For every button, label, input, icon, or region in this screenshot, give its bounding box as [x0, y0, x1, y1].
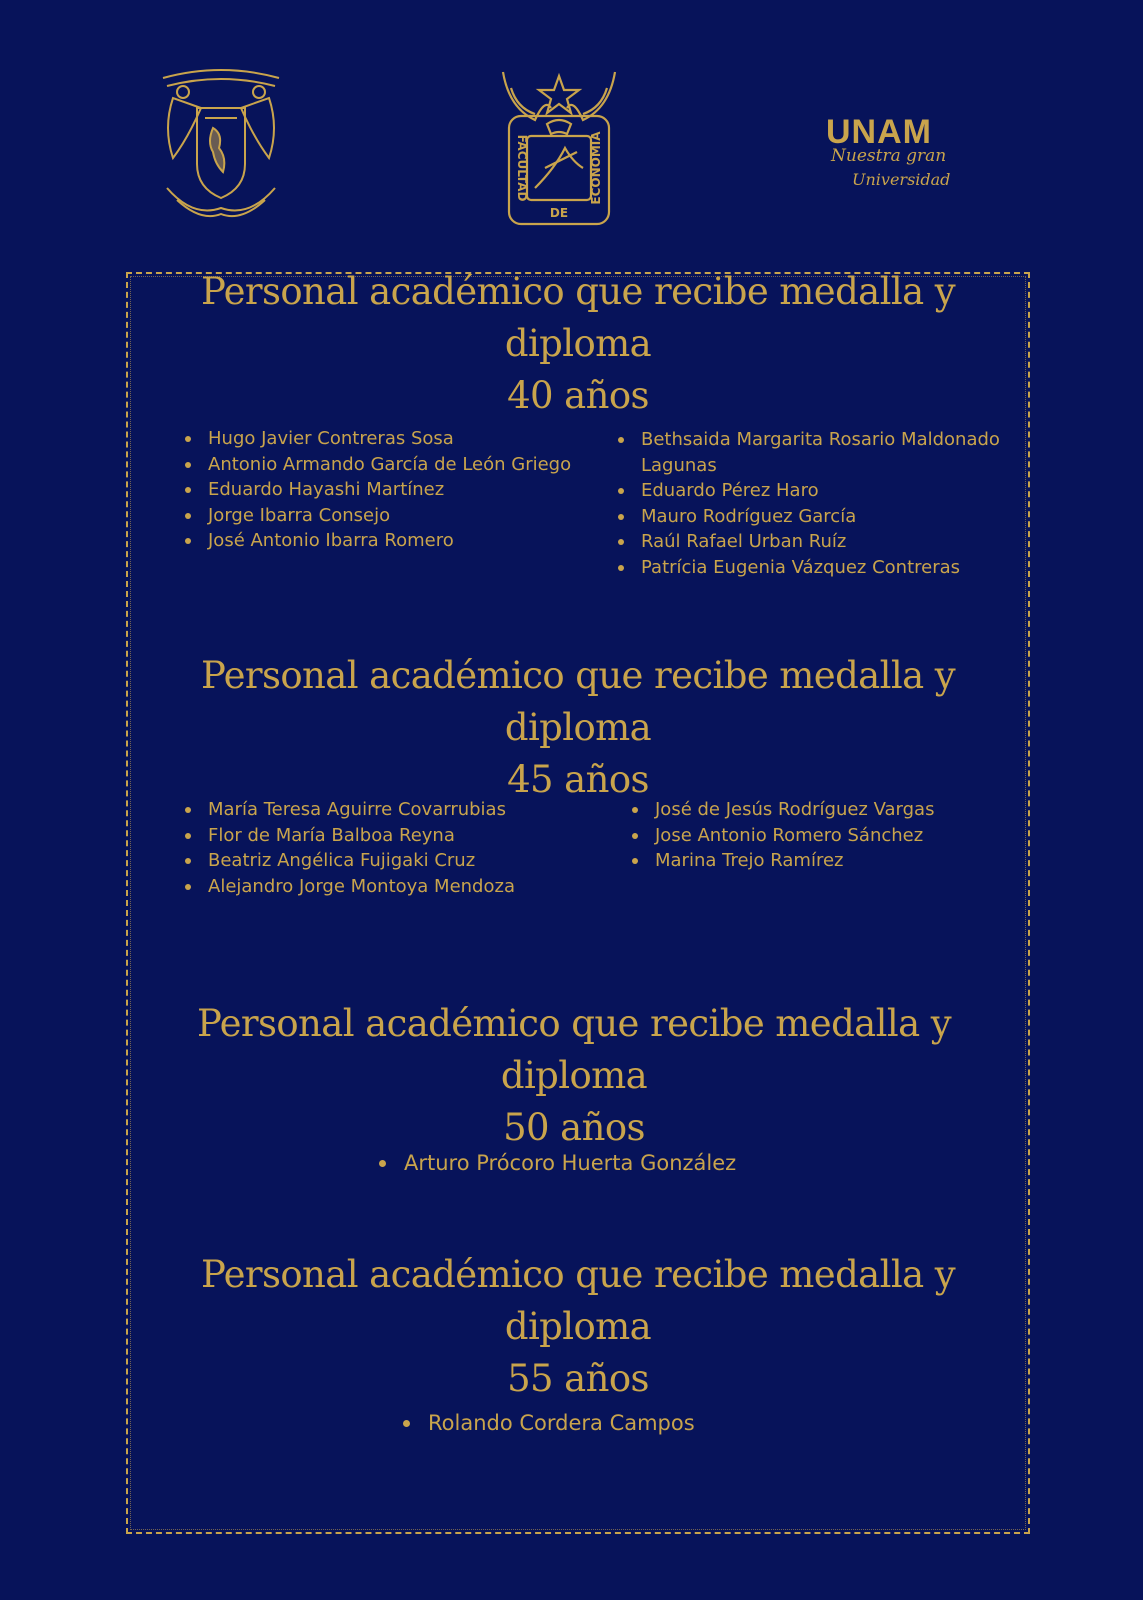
list-item: María Teresa Aguirre Covarrubias [208, 797, 608, 823]
heading-line: Personal académico que recibe medalla y diploma [200, 270, 956, 365]
list-item: Bethsaida Margarita Rosario Maldonado Lagunas [641, 427, 1036, 478]
section-heading-50 [122, 998, 1026, 1154]
heading-line: Personal académico que recibe medalla y diploma [196, 1002, 952, 1097]
list-45-col2 [629, 797, 1035, 874]
section-heading-45 [126, 650, 1030, 806]
section-heading-40 [126, 266, 1030, 422]
heading-line: Personal académico que recibe medalla y diploma [200, 654, 956, 749]
unam-brand-word: UNAM [826, 113, 932, 151]
list-item: Jorge Ibarra Consejo [208, 503, 608, 529]
list-item: Raúl Rafael Urban Ruíz [641, 529, 1036, 555]
list-item: Jose Antonio Romero Sánchez [655, 823, 1035, 849]
unam-brand-tagline-2: Universidad [852, 170, 951, 189]
list-item: Hugo Javier Contreras Sosa [208, 426, 608, 452]
section-heading-55 [126, 1249, 1030, 1405]
list-item: José de Jesús Rodríguez Vargas [655, 797, 1035, 823]
heading-years: 55 años [507, 1357, 649, 1400]
list-40-col1 [182, 426, 608, 554]
list-item: Arturo Prócoro Huerta González [404, 1148, 824, 1178]
list-item: Patrícia Eugenia Vázquez Contreras [641, 555, 1036, 581]
list-item: Marina Trejo Ramírez [655, 848, 1035, 874]
heading-line: Personal académico que recibe medalla y diploma [200, 1253, 956, 1348]
list-item: Eduardo Hayashi Martínez [208, 477, 608, 503]
unam-escudo-icon [153, 68, 289, 224]
list-45-col1 [182, 797, 608, 899]
list-item: Flor de María Balboa Reyna [208, 823, 608, 849]
list-item: Eduardo Pérez Haro [641, 478, 1036, 504]
heading-years: 45 años [507, 758, 649, 801]
list-item: José Antonio Ibarra Romero [208, 528, 608, 554]
list-item: Mauro Rodríguez García [641, 504, 1036, 530]
list-item: Alejandro Jorge Montoya Mendoza [208, 874, 608, 900]
list-item: Rolando Cordera Campos [428, 1408, 828, 1438]
list-55 [402, 1408, 828, 1438]
facultad-economia-escudo-icon [495, 68, 623, 228]
heading-years: 50 años [503, 1106, 645, 1149]
svg-text:DE: DE [549, 206, 569, 220]
svg-text:ECONOMIA: ECONOMIA [589, 131, 603, 205]
unam-brand-tagline: Nuestra gran [831, 146, 947, 166]
svg-text:FACULTAD: FACULTAD [515, 134, 529, 202]
list-40-col2 [615, 427, 1036, 580]
list-item: Beatriz Angélica Fujigaki Cruz [208, 848, 608, 874]
list-item: Antonio Armando García de León Griego [208, 452, 608, 478]
list-50 [378, 1148, 824, 1178]
heading-years: 40 años [507, 374, 649, 417]
